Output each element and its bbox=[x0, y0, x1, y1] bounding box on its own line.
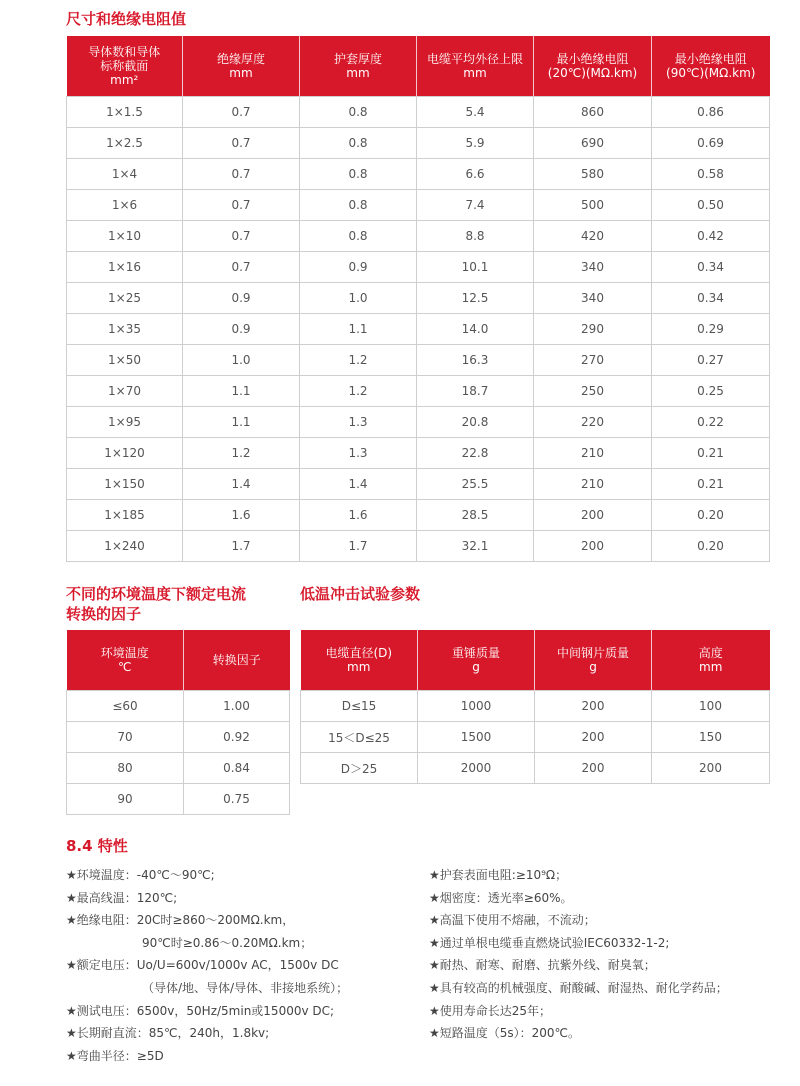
table-cell: 0.7 bbox=[183, 221, 300, 252]
property-item: 90℃时≥0.86～0.20MΩ.km； bbox=[142, 935, 313, 950]
table-cell: 5.9 bbox=[417, 128, 534, 159]
table-cell: 0.29 bbox=[652, 314, 770, 345]
table-cell: 0.8 bbox=[300, 97, 417, 128]
dimensions-row bbox=[67, 97, 770, 128]
table-cell: 1×2.5 bbox=[67, 128, 183, 159]
table-cell: 1.0 bbox=[300, 283, 417, 314]
table-cell: 1×10 bbox=[67, 221, 183, 252]
property-item: ★最高线温：120℃; bbox=[66, 890, 178, 905]
column-header bbox=[67, 36, 183, 97]
property-item: ★使用寿命长达25年； bbox=[429, 1003, 552, 1018]
table-cell: 0.86 bbox=[652, 97, 770, 128]
table-cell: 200 bbox=[652, 753, 770, 784]
table-cell: 0.58 bbox=[652, 159, 770, 190]
table-cell: 1×95 bbox=[67, 407, 183, 438]
column-header bbox=[535, 630, 652, 691]
table-cell: 0.7 bbox=[183, 128, 300, 159]
column-header-text: 中间钢片质量 bbox=[556, 646, 629, 660]
column-header-text: (20℃)(MΩ.km) bbox=[547, 66, 638, 80]
property-item: ★具有较高的机械强度、耐酸碱、耐湿热、耐化学药品； bbox=[429, 980, 728, 995]
table-cell: 1500 bbox=[418, 722, 535, 753]
table-cell: 1.1 bbox=[183, 376, 300, 407]
table-cell: 290 bbox=[534, 314, 652, 345]
table-cell: 1.6 bbox=[300, 500, 417, 531]
column-header-text: mm bbox=[347, 660, 371, 674]
dimensions-row bbox=[67, 469, 770, 500]
table-cell: 0.69 bbox=[652, 128, 770, 159]
column-header bbox=[184, 630, 290, 691]
property-item: （导体/地、导体/导体、非接地系统）； bbox=[142, 980, 349, 995]
column-header bbox=[183, 36, 300, 97]
column-header-text: mm bbox=[699, 660, 723, 674]
table-cell: 690 bbox=[534, 128, 652, 159]
column-header-text: mm bbox=[229, 66, 253, 80]
column-header bbox=[652, 630, 770, 691]
table-cell: 0.7 bbox=[183, 159, 300, 190]
dimensions-row bbox=[67, 190, 770, 221]
table-cell: 0.9 bbox=[183, 314, 300, 345]
table-cell: 210 bbox=[534, 438, 652, 469]
impact-header-row bbox=[301, 630, 770, 691]
column-header-text: 最小绝缘电阻 bbox=[556, 52, 629, 66]
table-cell: 210 bbox=[534, 469, 652, 500]
column-header-text: 重锤质量 bbox=[451, 646, 500, 660]
table-cell: D＞25 bbox=[301, 753, 418, 784]
table-cell: 1.6 bbox=[183, 500, 300, 531]
column-header bbox=[67, 630, 184, 691]
dimensions-header-row bbox=[67, 36, 770, 97]
table-cell: 0.7 bbox=[183, 252, 300, 283]
table-cell: 1×4 bbox=[67, 159, 183, 190]
table-cell: 200 bbox=[535, 753, 652, 784]
table-cell: 0.21 bbox=[652, 469, 770, 500]
table-cell: 200 bbox=[535, 722, 652, 753]
table-cell: 0.42 bbox=[652, 221, 770, 252]
table-cell: 1×70 bbox=[67, 376, 183, 407]
table-cell: 0.20 bbox=[652, 500, 770, 531]
column-header-text: 转换因子 bbox=[212, 653, 261, 667]
table-cell: 0.34 bbox=[652, 283, 770, 314]
table-cell: 0.8 bbox=[300, 159, 417, 190]
column-header-text: 高度 bbox=[698, 646, 723, 660]
column-header bbox=[417, 36, 534, 97]
table-cell: 0.84 bbox=[184, 753, 290, 784]
table-cell: 340 bbox=[534, 283, 652, 314]
table-cell: 6.6 bbox=[417, 159, 534, 190]
table-cell: 25.5 bbox=[417, 469, 534, 500]
table-cell: 340 bbox=[534, 252, 652, 283]
table-cell: 1.3 bbox=[300, 438, 417, 469]
factor-row bbox=[67, 784, 290, 815]
table-cell: 1×150 bbox=[67, 469, 183, 500]
table-cell: 0.9 bbox=[183, 283, 300, 314]
table-cell: 0.8 bbox=[300, 128, 417, 159]
property-item: ★高温下使用不熔融，不流动； bbox=[429, 913, 596, 928]
impact-test-table bbox=[300, 630, 770, 784]
table-cell: 1.0 bbox=[183, 345, 300, 376]
column-header-text: 护套厚度 bbox=[333, 52, 382, 66]
table-cell: 150 bbox=[652, 722, 770, 753]
dimensions-row bbox=[67, 252, 770, 283]
table-cell: 5.4 bbox=[417, 97, 534, 128]
column-header-text: ℃ bbox=[118, 660, 132, 674]
dimensions-row bbox=[67, 345, 770, 376]
column-header-text: 导体数和导体 bbox=[88, 45, 161, 59]
column-header-text: 标称截面 bbox=[100, 59, 149, 73]
property-item: ★护套表面电阻:≥10⁹Ω； bbox=[429, 868, 568, 882]
table-cell: 12.5 bbox=[417, 283, 534, 314]
factor-row bbox=[67, 753, 290, 784]
table-cell: 1.2 bbox=[300, 345, 417, 376]
table-cell: 1.7 bbox=[183, 531, 300, 562]
dimensions-row bbox=[67, 159, 770, 190]
table-cell: 1000 bbox=[418, 691, 535, 722]
dimensions-row bbox=[67, 407, 770, 438]
table-cell: 0.27 bbox=[652, 345, 770, 376]
column-header-text: g bbox=[472, 660, 480, 674]
dimensions-row bbox=[67, 314, 770, 345]
table-cell: 0.8 bbox=[300, 190, 417, 221]
property-item: ★烟密度：透光率≥60%。 bbox=[429, 890, 573, 905]
column-header-text: 电缆平均外径上限 bbox=[426, 52, 523, 66]
table-cell: ≤60 bbox=[67, 691, 184, 722]
table-cell: 0.92 bbox=[184, 722, 290, 753]
property-item: ★通过单根电缆垂直燃烧试验IEC60332-1-2; bbox=[429, 935, 670, 950]
table-cell: 500 bbox=[534, 190, 652, 221]
table-cell: 18.7 bbox=[417, 376, 534, 407]
factor-header-row bbox=[67, 630, 290, 691]
factor-title-line1: 不同的环境温度下额定电流 bbox=[66, 585, 247, 603]
table-cell: 90 bbox=[67, 784, 184, 815]
property-item: ★额定电压：Uo/U=600v/1000v AC，1500v DC bbox=[66, 958, 339, 973]
column-header-text: g bbox=[589, 660, 597, 674]
dimensions-table bbox=[66, 36, 770, 562]
dimensions-row bbox=[67, 531, 770, 562]
table-cell: 0.7 bbox=[183, 97, 300, 128]
column-header bbox=[300, 36, 417, 97]
column-header-text: 环境温度 bbox=[100, 646, 149, 660]
table-cell: 1.2 bbox=[183, 438, 300, 469]
impact-title: 低温冲击试验参数 bbox=[300, 585, 421, 603]
table-cell: 0.9 bbox=[300, 252, 417, 283]
properties-left-list bbox=[66, 864, 348, 1067]
property-item: ★弯曲半径：≥5D bbox=[66, 1048, 164, 1063]
column-header-text: mm² bbox=[110, 73, 139, 87]
column-header bbox=[534, 36, 652, 97]
impact-row bbox=[301, 722, 770, 753]
property-item: ★短路温度（5s）：200℃。 bbox=[429, 1026, 581, 1041]
table-cell: 80 bbox=[67, 753, 184, 784]
table-cell: 200 bbox=[535, 691, 652, 722]
table-cell: 100 bbox=[652, 691, 770, 722]
table-cell: 220 bbox=[534, 407, 652, 438]
table-cell: 70 bbox=[67, 722, 184, 753]
properties-title: 8.4 特性 bbox=[66, 837, 128, 855]
column-header-text: 电缆直径(D) bbox=[325, 646, 393, 660]
table-cell: 1×25 bbox=[67, 283, 183, 314]
table-cell: 1.2 bbox=[300, 376, 417, 407]
table-cell: 15＜D≤25 bbox=[301, 722, 418, 753]
column-header-text: 最小绝缘电阻 bbox=[674, 52, 747, 66]
factor-row bbox=[67, 722, 290, 753]
table-cell: 200 bbox=[534, 500, 652, 531]
table-cell: 2000 bbox=[418, 753, 535, 784]
table-cell: 0.20 bbox=[652, 531, 770, 562]
table-cell: 32.1 bbox=[417, 531, 534, 562]
column-header bbox=[652, 36, 770, 97]
column-header-text: mm bbox=[346, 66, 370, 80]
table-cell: 1.7 bbox=[300, 531, 417, 562]
column-header-text: 绝缘厚度 bbox=[216, 52, 265, 66]
properties-right-list bbox=[429, 864, 728, 1045]
table-cell: 1.1 bbox=[300, 314, 417, 345]
table-cell: 1×120 bbox=[67, 438, 183, 469]
table-cell: 1.4 bbox=[183, 469, 300, 500]
table-cell: 1×1.5 bbox=[67, 97, 183, 128]
factor-title-line2: 转换的因子 bbox=[66, 605, 142, 623]
table-cell: 20.8 bbox=[417, 407, 534, 438]
table-cell: 1×50 bbox=[67, 345, 183, 376]
table-cell: 0.7 bbox=[183, 190, 300, 221]
table-cell: 580 bbox=[534, 159, 652, 190]
table-cell: 1×240 bbox=[67, 531, 183, 562]
column-header-text: mm bbox=[463, 66, 487, 80]
table-cell: 14.0 bbox=[417, 314, 534, 345]
table-cell: 1.4 bbox=[300, 469, 417, 500]
table-cell: 1×6 bbox=[67, 190, 183, 221]
dimensions-row bbox=[67, 221, 770, 252]
table-cell: 22.8 bbox=[417, 438, 534, 469]
table-cell: 1.00 bbox=[184, 691, 290, 722]
table-cell: 270 bbox=[534, 345, 652, 376]
table-cell: 420 bbox=[534, 221, 652, 252]
table-cell: 16.3 bbox=[417, 345, 534, 376]
property-item: ★测试电压：6500v，50Hz/5min或15000v DC; bbox=[66, 1003, 335, 1018]
table-cell: 7.4 bbox=[417, 190, 534, 221]
dimensions-row bbox=[67, 283, 770, 314]
table-cell: 8.8 bbox=[417, 221, 534, 252]
table-cell: 860 bbox=[534, 97, 652, 128]
column-header bbox=[418, 630, 535, 691]
table-cell: 1.3 bbox=[300, 407, 417, 438]
conversion-factor-table bbox=[66, 630, 290, 815]
property-item: ★耐热、耐寒、耐磨、抗紫外线、耐臭氧； bbox=[429, 958, 656, 973]
table-cell: 1×185 bbox=[67, 500, 183, 531]
table-cell: 1.1 bbox=[183, 407, 300, 438]
table-cell: 0.8 bbox=[300, 221, 417, 252]
column-header bbox=[301, 630, 418, 691]
property-item: ★环境温度：-40℃～90℃; bbox=[66, 868, 215, 882]
table-cell: 0.22 bbox=[652, 407, 770, 438]
table-cell: D≤15 bbox=[301, 691, 418, 722]
column-header-text: (90℃)(MΩ.km) bbox=[666, 66, 756, 80]
dimensions-row bbox=[67, 376, 770, 407]
table-cell: 10.1 bbox=[417, 252, 534, 283]
table-cell: 250 bbox=[534, 376, 652, 407]
table-cell: 0.50 bbox=[652, 190, 770, 221]
table-cell: 1×16 bbox=[67, 252, 183, 283]
dimensions-row bbox=[67, 128, 770, 159]
table-cell: 0.21 bbox=[652, 438, 770, 469]
table-cell: 200 bbox=[534, 531, 652, 562]
main-title: 尺寸和绝缘电阻值 bbox=[66, 10, 187, 28]
table-cell: 0.25 bbox=[652, 376, 770, 407]
table-cell: 0.34 bbox=[652, 252, 770, 283]
factor-row bbox=[67, 691, 290, 722]
dimensions-row bbox=[67, 500, 770, 531]
table-cell: 28.5 bbox=[417, 500, 534, 531]
table-cell: 1×35 bbox=[67, 314, 183, 345]
property-item: ★长期耐直流：85℃，240h，1.8kv; bbox=[66, 1026, 270, 1041]
dimensions-row bbox=[67, 438, 770, 469]
impact-row bbox=[301, 753, 770, 784]
property-item: ★绝缘电阻：20C时≥860～200MΩ.km， bbox=[66, 913, 295, 928]
impact-row bbox=[301, 691, 770, 722]
table-cell: 0.75 bbox=[184, 784, 290, 815]
